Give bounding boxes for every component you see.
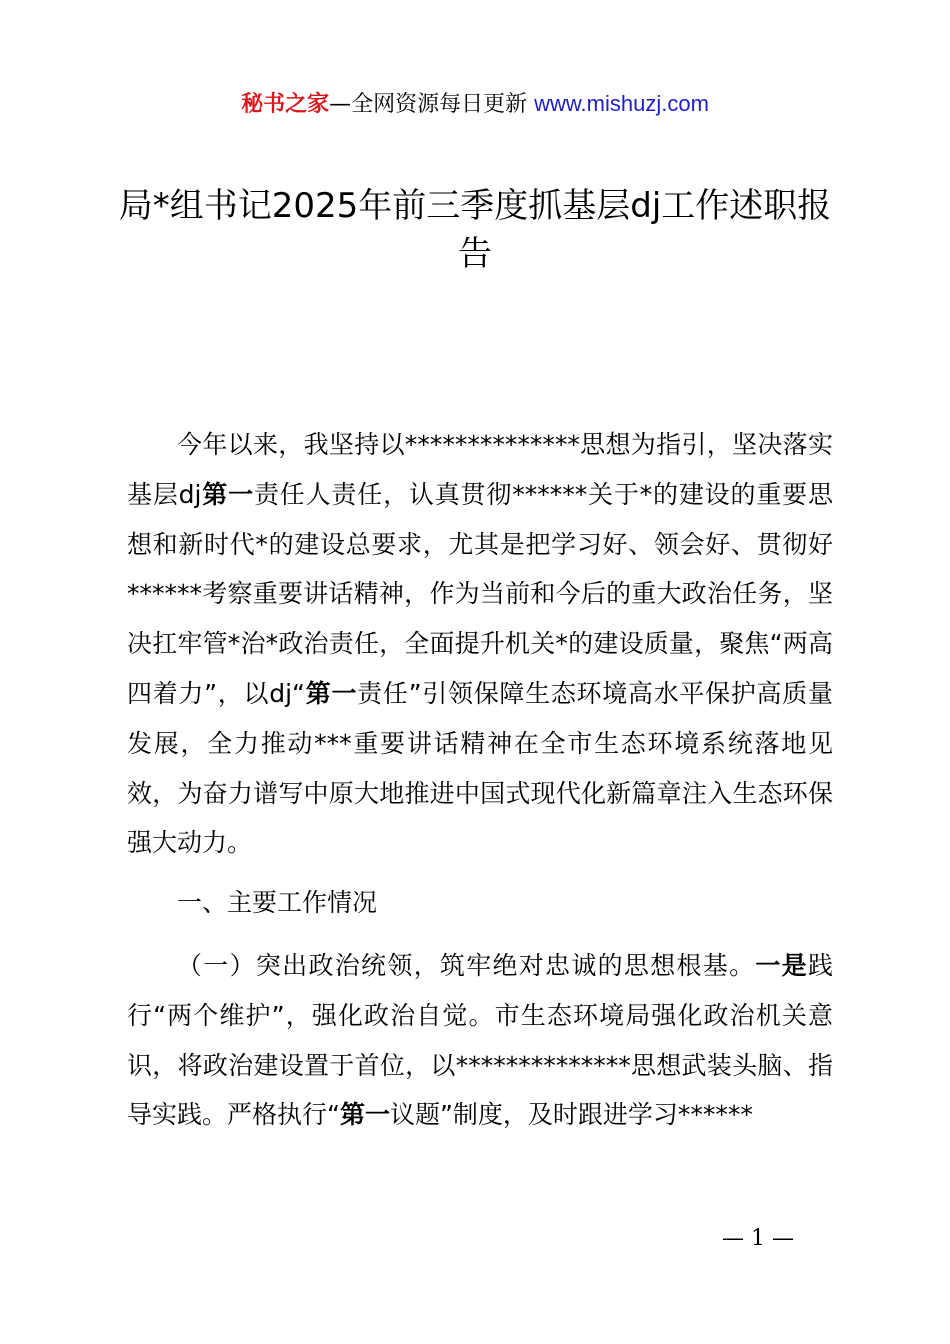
- paragraph-section-1-1: [127, 941, 833, 1140]
- header-tagline: —全网资源每日更新: [329, 92, 535, 117]
- bold-text: 第一: [305, 678, 358, 708]
- brand-name: 秘书之家: [241, 92, 330, 117]
- bold-text: 第一: [339, 1100, 390, 1130]
- text-run: 责任人责任，认真贯彻******关于*的建设的重要思想和新时代*的建设总要求，尤其是把学习好、领会好、贯彻好******考察重要讲话精神，作为当前和今后的重大政治任务，坚决扛牢管*治*政治责任，全面提升机关*的建设质量，聚焦“两高四着力”，以dj“: [127, 479, 833, 708]
- site-header: [0, 88, 950, 121]
- section-heading-text: 一、主要工作情况: [177, 888, 378, 917]
- text-run: （一）突出政治统领，筑牢绝对忠诚的思想根基。: [177, 951, 756, 980]
- text-run: 责任”引领保障生态环境高水平保护高质量发展，全力推动***重要讲话精神在全市生态环境系统落地见效，为奋力谱写中原大地推进中国式现代化新篇章注入生态环保强大动力。: [127, 678, 833, 858]
- text-run: 今年以来，我坚持以**************思想为指引，坚决落实基层dj: [127, 430, 833, 509]
- text-run: 践行“两个维护”，强化政治自觉。市生态环境局强化政治机关意识，将政治建设置于首位，以**************思想武装头脑、指导实践。严格执行“: [127, 951, 833, 1130]
- site-url-link[interactable]: www.mishuzj.com: [534, 91, 709, 116]
- page-number: — 1 —: [722, 1226, 794, 1251]
- section-heading: [127, 878, 833, 928]
- paragraph-intro: [127, 420, 833, 868]
- text-run: 议题”制度，及时跟进学习******: [389, 1100, 753, 1130]
- document-title: 局*组书记2025年前三季度抓基层dj工作述职报告: [118, 186, 832, 274]
- bold-text: 第一: [201, 479, 254, 509]
- bold-text: 一是: [755, 951, 808, 980]
